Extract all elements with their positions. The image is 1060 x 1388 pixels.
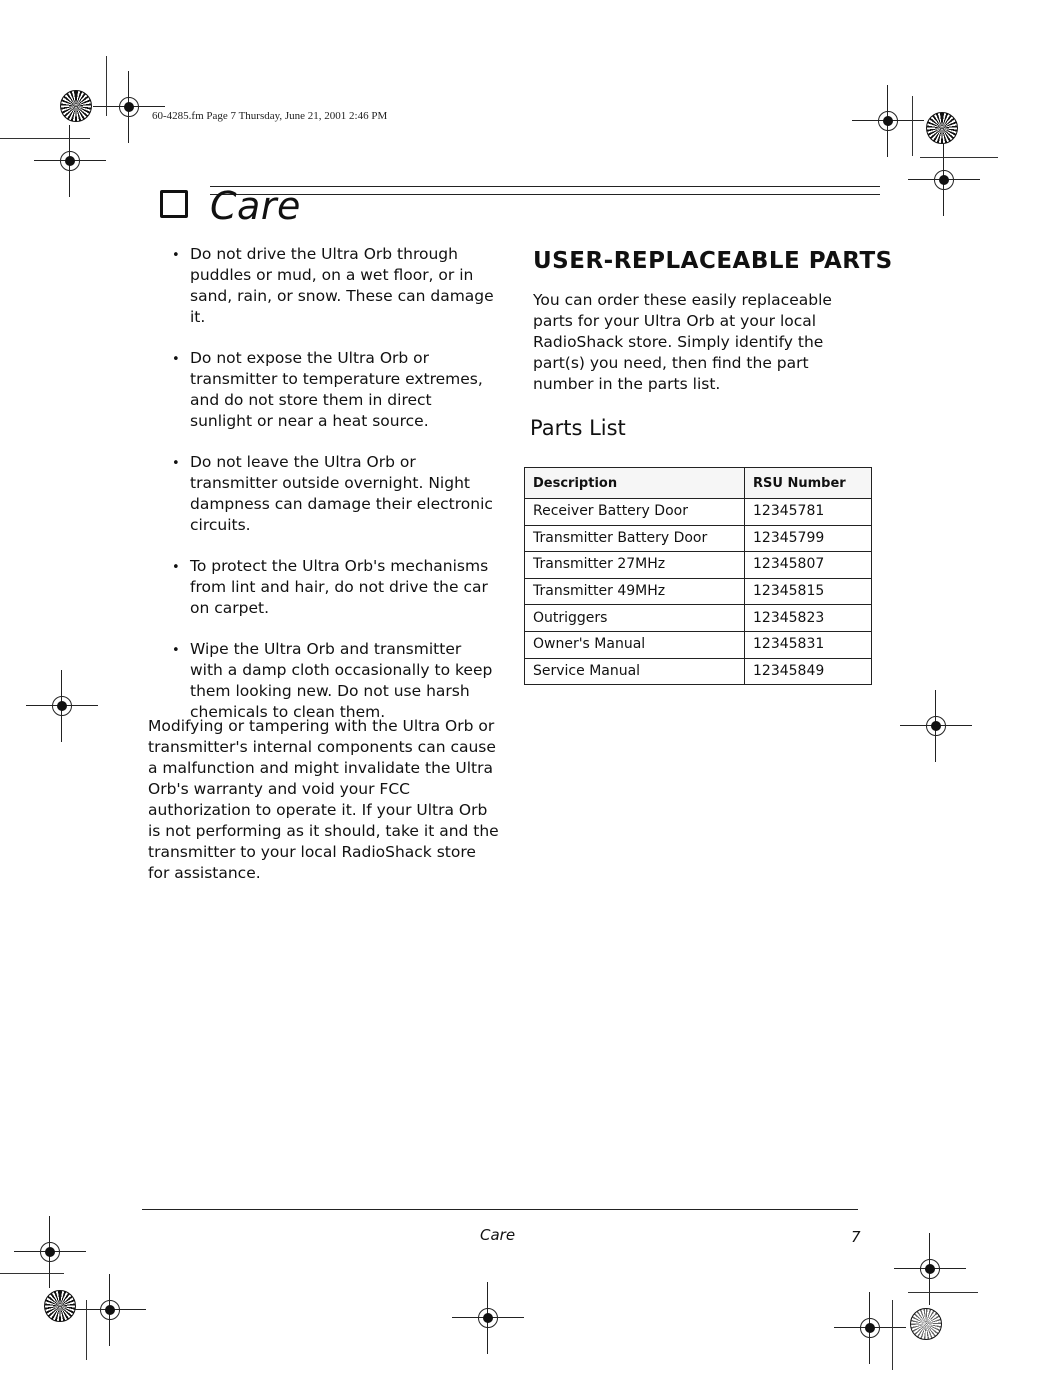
user-replaceable-parts-heading: USER-REPLACEABLE PARTS xyxy=(533,248,893,274)
part-number: 12345831 xyxy=(745,631,872,658)
care-warning-paragraph: Modifying or tampering with the Ultra Orb or transmitter's internal components can cause a malfunction and might invalidate the Ultra Orb's warranty and void your FCC authorization to operate it. If your Ultra Orb is not performing as it should, take it and the transmitter to your local RadioShack store for assistance. xyxy=(148,717,499,882)
part-description: Transmitter 27MHz xyxy=(525,552,745,579)
registration-starburst-icon xyxy=(44,1290,76,1322)
section-title: Care xyxy=(210,184,301,228)
crop-mark xyxy=(920,157,998,158)
part-number: 12345823 xyxy=(745,605,872,632)
list-item xyxy=(168,348,498,432)
bullet-icon: • xyxy=(172,248,180,263)
registration-crosshair-icon xyxy=(474,1304,502,1332)
bullet-text: Do not drive the Ultra Orb through puddles or mud, on a wet floor, or in sand, rain, or snow. These can damage it. xyxy=(190,245,494,326)
footer-rule xyxy=(142,1209,858,1210)
part-description: Owner's Manual xyxy=(525,631,745,658)
crop-mark xyxy=(0,138,90,139)
part-description: Receiver Battery Door xyxy=(525,499,745,526)
bullet-icon: • xyxy=(172,643,180,658)
list-item xyxy=(168,556,498,619)
registration-crosshair-icon xyxy=(916,1255,944,1283)
registration-starburst-icon xyxy=(926,112,958,144)
table-row xyxy=(525,578,872,605)
crop-mark xyxy=(86,1300,87,1360)
part-description: Service Manual xyxy=(525,658,745,685)
parts-table xyxy=(524,467,872,685)
registration-crosshair-icon xyxy=(115,93,143,121)
list-item xyxy=(168,244,498,328)
bullet-text: Wipe the Ultra Orb and transmitter with a damp cloth occasionally to keep them looking new. Do not use harsh chemicals to clean them. xyxy=(190,640,493,721)
user-replaceable-parts-paragraph: You can order these easily replaceable parts for your Ultra Orb at your local RadioShack store. Simply identify the part(s) you need, then find the part number in the parts list. xyxy=(533,291,832,393)
bullet-text: Do not leave the Ultra Orb or transmitter outside overnight. Night dampness can damage their electronic circuits. xyxy=(190,453,493,534)
registration-crosshair-icon xyxy=(930,166,958,194)
part-description: Outriggers xyxy=(525,605,745,632)
registration-crosshair-icon xyxy=(36,1238,64,1266)
registration-crosshair-icon xyxy=(856,1314,884,1342)
care-bullet-list xyxy=(168,244,498,743)
table-row xyxy=(525,499,872,526)
crop-mark xyxy=(912,96,913,156)
parts-list-heading: Parts List xyxy=(530,416,626,440)
title-rule-top xyxy=(210,186,880,187)
list-item xyxy=(168,452,498,536)
part-number: 12345849 xyxy=(745,658,872,685)
table-row xyxy=(525,605,872,632)
bullet-icon: • xyxy=(172,352,180,367)
crop-mark xyxy=(0,1273,64,1274)
table-header-row xyxy=(525,468,872,499)
registration-starburst-icon xyxy=(60,90,92,122)
title-rule-bottom xyxy=(210,194,880,195)
bullet-text: To protect the Ultra Orb's mechanisms from lint and hair, do not drive the car on carpet. xyxy=(190,557,489,617)
bullet-text: Do not expose the Ultra Orb or transmitter to temperature extremes, and do not store them in direct sunlight or near a heat source. xyxy=(190,349,483,430)
crop-mark xyxy=(106,56,107,116)
registration-crosshair-icon xyxy=(56,147,84,175)
crop-mark xyxy=(908,1292,978,1293)
column-header-rsu-number: RSU Number xyxy=(745,468,872,499)
registration-crosshair-icon xyxy=(48,692,76,720)
section-checkbox-icon xyxy=(160,190,188,218)
part-number: 12345815 xyxy=(745,578,872,605)
part-description: Transmitter 49MHz xyxy=(525,578,745,605)
table-row xyxy=(525,631,872,658)
bullet-icon: • xyxy=(172,456,180,471)
registration-crosshair-icon xyxy=(874,107,902,135)
part-number: 12345807 xyxy=(745,552,872,579)
part-description: Transmitter Battery Door xyxy=(525,525,745,552)
part-number: 12345781 xyxy=(745,499,872,526)
part-number: 12345799 xyxy=(745,525,872,552)
print-header-slug: 60-4285.fm Page 7 Thursday, June 21, 2001 2:46 PM xyxy=(152,110,388,122)
page-number: 7 xyxy=(851,1228,861,1246)
crop-mark xyxy=(892,1300,893,1370)
column-header-description: Description xyxy=(525,468,745,499)
registration-starburst-icon xyxy=(910,1308,942,1340)
table-row xyxy=(525,552,872,579)
list-item xyxy=(168,639,498,723)
registration-crosshair-icon xyxy=(96,1296,124,1324)
table-row xyxy=(525,658,872,685)
footer-section-label: Care xyxy=(480,1226,516,1244)
registration-crosshair-icon xyxy=(922,712,950,740)
bullet-icon: • xyxy=(172,560,180,575)
table-row xyxy=(525,525,872,552)
